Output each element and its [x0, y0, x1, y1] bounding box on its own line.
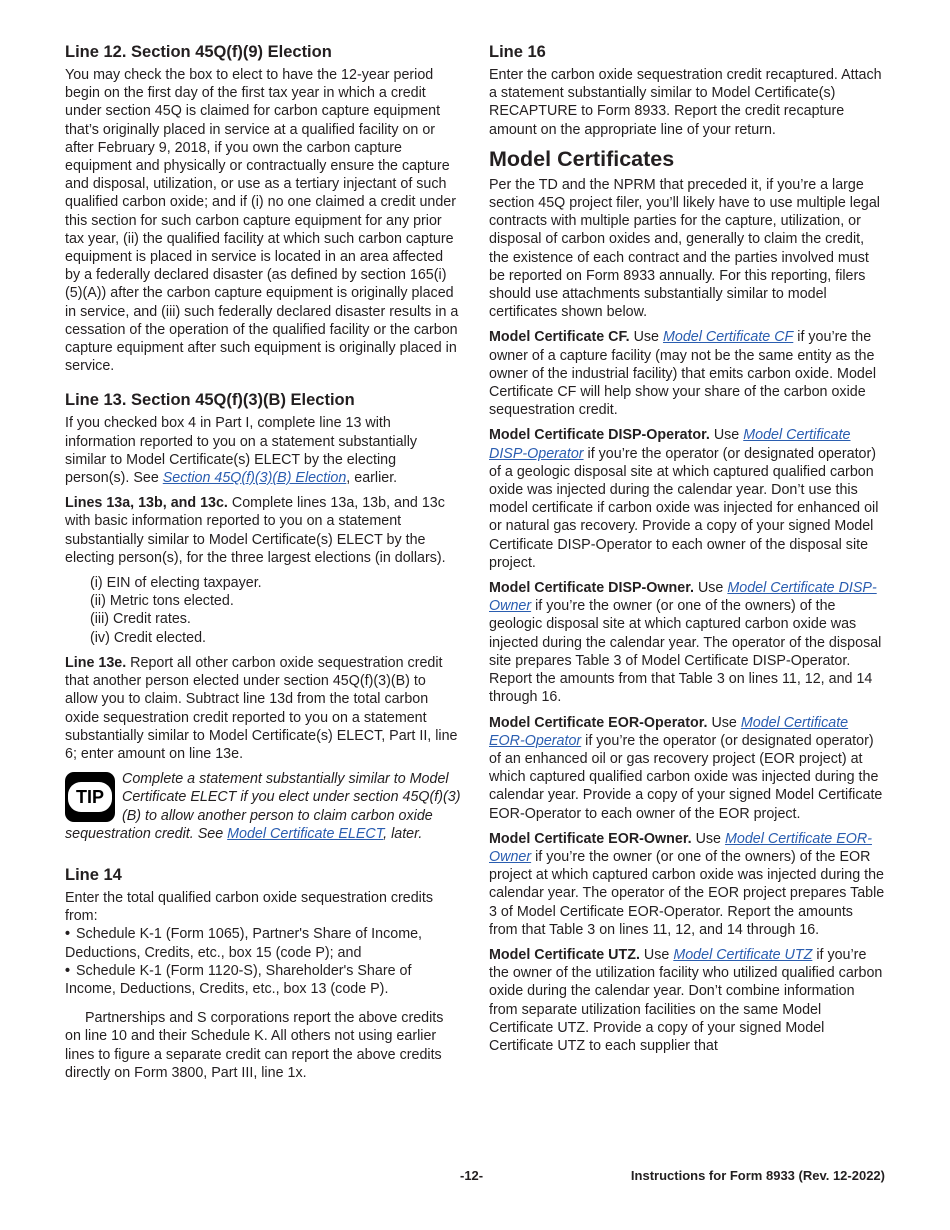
disp-operator-lead: Model Certificate DISP-Operator. — [489, 427, 710, 444]
line-13e-lead: Line 13e. — [65, 654, 127, 671]
disp-owner-body: if you’re the owner (or one of the owners) of the geologic disposal site at which captured carbon oxide was injected during the calendar year. The operator of the disposal site prepares Table 3 of Model Certificate DISP-Operator. Report the amounts from that Table 3 on lines 11, 12, and 14 through 16. — [489, 598, 882, 706]
utz-paragraph — [489, 946, 885, 1055]
disp-owner-use: Use — [693, 580, 728, 597]
eor-owner-use: Use — [691, 830, 725, 847]
model-certificate-eor-owner-link[interactable]: Model Certificate EOR-Owner — [489, 830, 872, 865]
cf-paragraph — [489, 328, 885, 419]
model-certificates-body: Per the TD and the NPRM that preceded it, if you’re a large section 45Q project filer, you’ll likely have to use multiple legal contracts with multiple parties for the capture, utilization, or disposal of carbon oxides and, generally to claim the credit, the existence of each contract and the parties involved must be reported on Form 8933 annually. For this reporting, filers should use attachments substantially similar to model certificates shown below. — [489, 176, 880, 321]
tip-text: Complete a statement substantially similar to Model Certificate ELECT if you elect under section 45Q(f)(3)(B) to allow another person to claim carbon oxide sequestration credit. See — [65, 771, 461, 842]
tip-text-end: , later. — [383, 825, 423, 842]
line-14-heading: Line 14 — [65, 865, 122, 884]
line-13e-paragraph — [65, 654, 462, 763]
section-45q-election-link[interactable]: Section 45Q(f)(3)(B) Election — [162, 470, 347, 487]
model-certificate-eor-operator-link[interactable]: Model Certificate EOR-Operator — [489, 714, 849, 749]
list-item: (ii) Metric tons elected. — [90, 593, 234, 610]
right-column — [489, 42, 885, 1062]
line-14-intro: Enter the total qualified carbon oxide sequestration credits from: — [65, 889, 433, 925]
eor-owner-paragraph — [489, 830, 885, 939]
list-item: • Schedule K-1 (Form 1120-S), Shareholder's Share of Income, Deductions, Credits, etc., box 13 (code P). — [65, 962, 462, 998]
line-14-bullets — [65, 925, 462, 998]
list-item: (i) EIN of electing taxpayer. — [90, 575, 262, 592]
model-certificate-elect-link[interactable]: Model Certificate ELECT — [227, 825, 384, 842]
line-13e-body: Report all other carbon oxide sequestration credit that another person elected under section 45Q(f)(3)(B) to allow you to claim. Subtract line 13d from the total carbon oxide sequestration credit reported to you on a statement substantially similar to Model Certificate(s) ELECT, Part II, line 6; enter amount on line 13e. — [65, 654, 458, 762]
eor-operator-body: if you’re the operator (or designated operator) of an enhanced oil or gas recovery project (EOR project) at which captured qualified carbon oxide was injected during the calendar year. Provide a copy of your signed Model Certificate EOR-Operator to each owner of the EOR project. — [489, 732, 883, 822]
model-certificate-disp-owner-link[interactable]: Model Certificate DISP-Owner — [489, 580, 877, 615]
cf-use: Use — [629, 329, 663, 346]
tip-icon — [65, 772, 115, 822]
model-certificate-cf-link[interactable]: Model Certificate CF — [662, 329, 794, 346]
disp-operator-use: Use — [709, 427, 744, 444]
model-certificate-utz-link[interactable]: Model Certificate UTZ — [673, 946, 813, 963]
line-12-body: You may check the box to elect to have the 12-year period begin on the first day of the first tax year in which a credit under section 45Q is claimed for carbon capture equipment that’s originally placed in service at a qualified facility on or after February 9, 2018, if you own the carbon capture equipment and physically or contractually ensure the capture and disposal, utilization, or use as a tertiary injectant of such qualified carbon oxide; and if (i) no one claimed a credit under this section for such carbon capture equipment for any prior tax year, (ii) the qualified facility at which such carbon capture equipment is placed in service is located in an area affected by a federally declared disaster (as defined by section 165(i)(5)(A)) after the carbon capture equipment is originally placed in service, and (iii) such federally declared disaster results in a cessation of the operation of the qualified facility or the carbon capture equipment after such equipment is originally placed in service. — [65, 67, 459, 375]
cf-lead: Model Certificate CF. — [489, 329, 630, 346]
line-12-heading: Line 12. Section 45Q(f)(9) Election — [65, 43, 332, 61]
line-13-text: If you checked box 4 in Part I, complete line 13 with information reported to you on a statement substantially similar to Model Certificate(s) ELECT by the electing person(s). See — [65, 415, 418, 487]
model-certificates-heading: Model Certificates — [489, 146, 675, 171]
eor-owner-body: if you’re the owner (or one of the owners) of the EOR project at which captured carbon oxide was injected during the calendar year. The operator of the EOR project prepares Table 3 of Model Certificate EOR-Operator. Report the amounts from that Table 3 on lines 11, 12, and 14 through 16. — [489, 848, 885, 938]
eor-operator-paragraph — [489, 714, 885, 823]
disp-operator-paragraph — [489, 426, 885, 572]
line-13-text-end: , earlier. — [346, 470, 398, 487]
list-item: (iii) Credit rates. — [90, 611, 191, 628]
cf-body: if you’re the owner of a capture facility (may not be the same entity as the owner of the industrial facility) that emits carbon oxide. Model Certificate CF will help show your share of the carbon oxide sequestration credit. — [489, 329, 876, 419]
tip-badge-label: TIP — [68, 782, 112, 812]
line-16-body: Enter the carbon oxide sequestration credit recaptured. Attach a statement substantially similar to Model Certificate(s) RECAPTURE to Form 8933. Report the credit recapture amount on the appropriate line of your return. — [489, 67, 882, 138]
line-13-body — [65, 414, 462, 487]
lines-13abc-list — [90, 574, 462, 647]
disp-owner-paragraph — [489, 579, 885, 706]
eor-operator-use: Use — [707, 714, 741, 731]
utz-body: if you’re the owner of the utilization facility who utilized qualified carbon oxide during the calendar year. Don’t combine information from separate utilization facilities on the same Model Certificate UTZ. Provide a copy of your signed Model Certificate UTZ to each supplier that — [489, 946, 883, 1054]
disp-owner-lead: Model Certificate DISP-Owner. — [489, 580, 694, 597]
tip-box — [65, 770, 462, 843]
utz-lead: Model Certificate UTZ. — [489, 946, 640, 963]
disp-operator-body: if you’re the operator (or designated operator) of a geologic disposal site at which captured qualified carbon oxide was injected during the calendar year. Don’t use this model certificate if carbon oxide was injected for enhanced oil or natural gas recovery. Provide a copy of your signed Model Certificate DISP-Operator to each owner of the disposal site project. — [489, 445, 879, 571]
line-16-heading: Line 16 — [489, 43, 546, 61]
footer-title: Instructions for Form 8933 (Rev. 12-2022) — [630, 1168, 885, 1183]
line-13-heading: Line 13. Section 45Q(f)(3)(B) Election — [65, 391, 355, 410]
lines-13abc-body: Complete lines 13a, 13b, and 13c with basic information reported to you on a statement substantially similar to Model Certificate(s) ELECT by the electing person(s), for the three largest elections (in dollars). — [65, 495, 446, 566]
eor-owner-lead: Model Certificate EOR-Owner. — [489, 830, 692, 847]
lines-13abc-lead: Lines 13a, 13b, and 13c. — [65, 495, 228, 512]
eor-operator-lead: Model Certificate EOR-Operator. — [489, 714, 708, 731]
list-item: • Schedule K-1 (Form 1065), Partner's Share of Income, Deductions, Credits, etc., box 15 (code P); and — [65, 925, 462, 961]
lines-13abc-paragraph — [65, 494, 462, 567]
page-number: -12- — [460, 1168, 484, 1183]
utz-use: Use — [639, 946, 674, 963]
model-certificate-disp-operator-link[interactable]: Model Certificate DISP-Operator — [489, 427, 851, 462]
list-item: (iv) Credit elected. — [90, 629, 207, 646]
line-14-paragraph: Partnerships and S corporations report the above credits on line 10 and their Schedule K. All others not using earlier lines to figure a separate credit can report the above credits directly on Form 3800, Part III, line 1x. — [65, 1010, 444, 1081]
left-column — [65, 42, 462, 1089]
